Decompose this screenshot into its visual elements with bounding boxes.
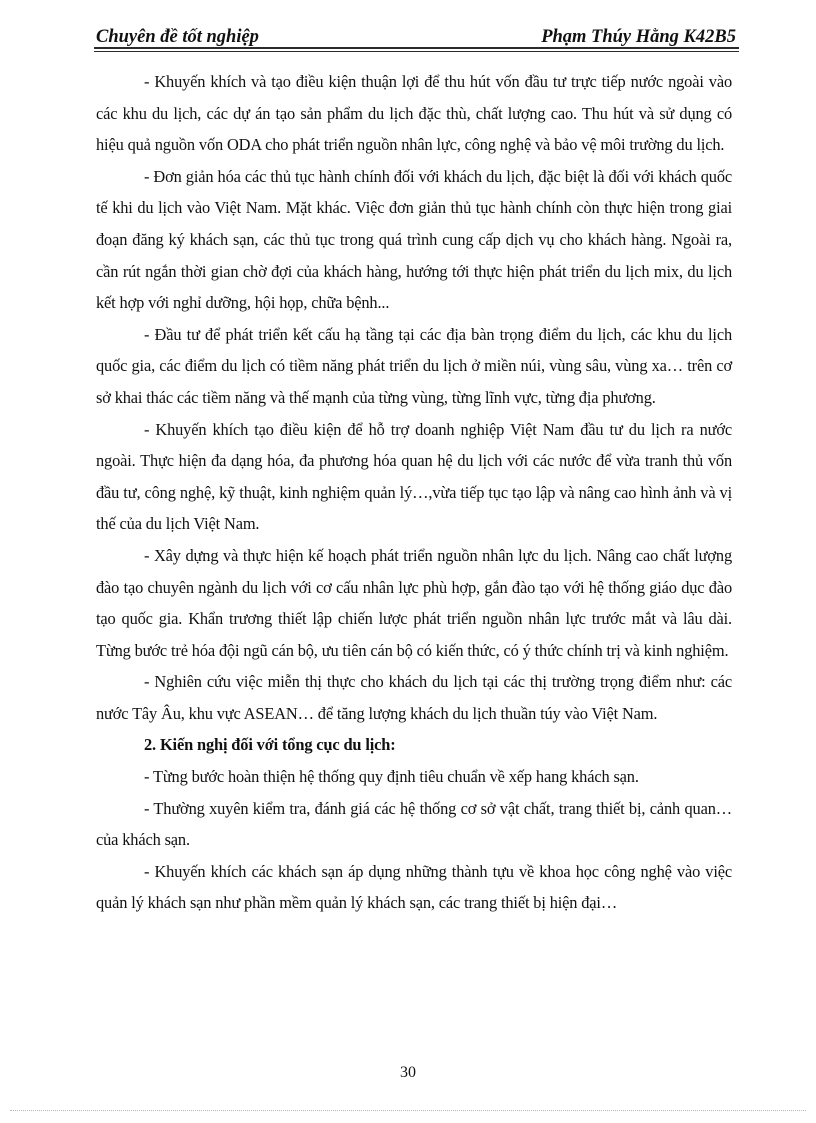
header-author: Phạm Thúy Hằng K42B5 [541, 27, 736, 47]
header-document-title: Chuyên đề tốt nghiệp [96, 27, 259, 47]
paragraph: - Khuyến khích các khách sạn áp dụng những thành tựu về khoa học công nghệ vào việc quản lý khách sạn như phần mềm quản lý khách sạn, các trang thiết bị hiện đại… [96, 861, 732, 913]
paragraph: - Khuyến khích và tạo điều kiện thuận lợi để thu hút vốn đầu tư trực tiếp nước ngoài vào các khu du lịch, các dự án tạo sản phẩm du lịch đặc thù, chất lượng cao. Thu hút và sử dụng có hiệu quả nguồn vốn ODA cho phát triển nguồn nhân lực, công nghệ và bảo vệ môi trường du lịch. [96, 72, 732, 155]
page-header [96, 18, 736, 48]
paragraph: - Thường xuyên kiểm tra, đánh giá các hệ thống cơ sở vật chất, trang thiết bị, cảnh quan… của khách sạn. [96, 798, 732, 850]
body-text [96, 66, 732, 919]
paragraph: - Đầu tư để phát triển kết cấu hạ tầng tại các địa bàn trọng điểm du lịch, các khu du lịch quốc gia, các điểm du lịch có tiềm năng phát triển du lịch ở miền núi, vùng sâu, vùng xa… trên cơ sở khai thác các tiềm năng và thế mạnh của từng vùng, từng lĩnh vực, từng địa phương. [96, 324, 732, 407]
section-heading: 2. Kiến nghị đối với tổng cục du lịch: [144, 735, 396, 755]
paragraph: - Đơn giản hóa các thủ tục hành chính đối với khách du lịch, đặc biệt là đối với khách quốc tế khi du lịch vào Việt Nam. Mặt khác. Việc đơn giản thủ tục hành chính còn thực hiện trong giai đoạn đăng ký khách sạn, các thủ tục trong quá trình cung cấp dịch vụ cho khách hàng. Ngoài ra, cần rút ngắn thời gian chờ đợi của khách hàng, hướng tới thực hiện phát triển du lịch mix, du lịch kết hợp với nghỉ dưỡng, hội họp, chữa bệnh... [96, 166, 732, 313]
header-rule [94, 47, 739, 49]
paragraph: - Nghiên cứu việc miễn thị thực cho khách du lịch tại các thị trường trọng điểm như: các nước Tây Âu, khu vực ASEAN… để tăng lượng khách du lịch thuần túy vào Việt Nam. [96, 672, 732, 723]
header-rule-thin [94, 51, 739, 52]
paragraph: - Xây dựng và thực hiện kế hoạch phát triển nguồn nhân lực du lịch. Nâng cao chất lượng đào tạo chuyên ngành du lịch với cơ cấu nhân lực phù hợp, gắn đào tạo với hệ thống giáo dục đào tạo quốc gia. Khẩn trương thiết lập chiến lược phát triển nguồn nhân lực trước mắt và lâu dài. Từng bước trẻ hóa đội ngũ cán bộ, ưu tiên cán bộ có kiến thức, có ý thức chính trị và kinh nghiệm. [96, 545, 732, 660]
page-number: 30 [400, 1064, 416, 1081]
paragraph: - Khuyến khích tạo điều kiện để hỗ trợ doanh nghiệp Việt Nam đầu tư du lịch ra nước ngoài. Thực hiện đa dạng hóa, đa phương hóa quan hệ du lịch với các nước để vừa tranh thủ vốn đầu tư, công nghệ, kỹ thuật, kinh nghiệm quản lý…,vừa tiếp tục tạo lập và nâng cao hình ảnh và vị thế của du lịch Việt Nam. [96, 419, 732, 534]
paragraph: - Từng bước hoàn thiện hệ thống quy định tiêu chuẩn về xếp hang khách sạn. [144, 767, 639, 787]
page-bottom-edge [10, 1110, 806, 1111]
